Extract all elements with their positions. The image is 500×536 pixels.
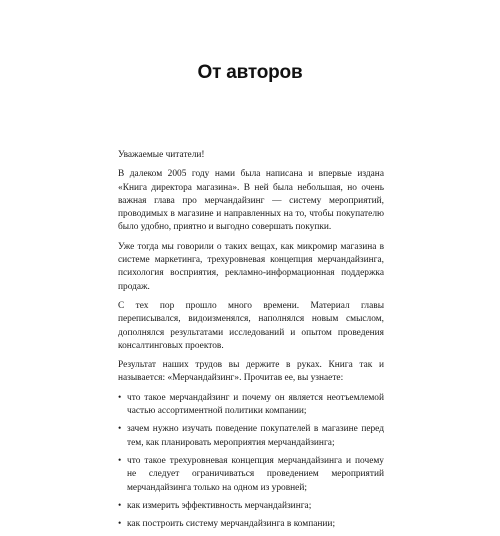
bullet-icon: • — [118, 500, 122, 511]
bullet-item — [118, 500, 384, 513]
greeting: Уважаемые читатели! — [118, 150, 205, 160]
paragraph: Результат наших трудов вы держите в руках. Книга так и называется: «Мерчандайзинг». Прочитав ее, вы узнаете: — [118, 360, 384, 384]
bullet-text: как измерить эффективность мерчандайзинга; — [127, 500, 312, 511]
bullet-icon: • — [118, 519, 122, 530]
document-body — [118, 149, 384, 536]
paragraph: В далеком 2005 году нами была написана и впервые издана «Книга директора магазина». В ней была небольшая, но очень важная глава про мерчандайзинг — систему мероприятий, проводимых в магазине и направленных на то, чтобы покупателю было удобно, приятно и выгодно совершать покупки. — [118, 169, 384, 233]
bullet-text: что такое трехуровневая концепция мерчандайзинга и почему не следует ограничиваться проведением мероприятий мерчандайзинга только на одном из уровней; — [127, 455, 384, 493]
bullet-item — [118, 518, 384, 531]
bullet-list — [118, 392, 384, 532]
bullet-icon: • — [118, 455, 122, 466]
bullet-text: как построить систему мерчандайзинга в компании; — [127, 519, 336, 530]
bullet-icon: • — [118, 392, 122, 403]
bullet-text: зачем нужно изучать поведение покупателей в магазине перед тем, как планировать мероприятия мерчандайзинга; — [127, 424, 384, 448]
page-title: От авторов — [197, 62, 303, 83]
bullet-icon: • — [118, 424, 122, 435]
bullet-item — [118, 392, 384, 419]
paragraph: Уже тогда мы говорили о таких вещах, как микромир магазина в системе маркетинга, трехуровневая концепция мерчандайзинга, психология восприятия, рекламно-информационная поддержка продаж. — [118, 241, 384, 292]
paragraph: С тех пор прошло много времени. Материал главы переписывался, видоизменялся, наполнялся новым смыслом, дополнялся результатами исследований и опытом проведения консалтинговых проектов. — [118, 300, 384, 351]
bullet-item — [118, 423, 384, 450]
bullet-item — [118, 455, 384, 495]
bullet-text: что такое мерчандайзинг и почему он является неотъемлемой частью ассортиментной политики компании; — [127, 392, 384, 417]
